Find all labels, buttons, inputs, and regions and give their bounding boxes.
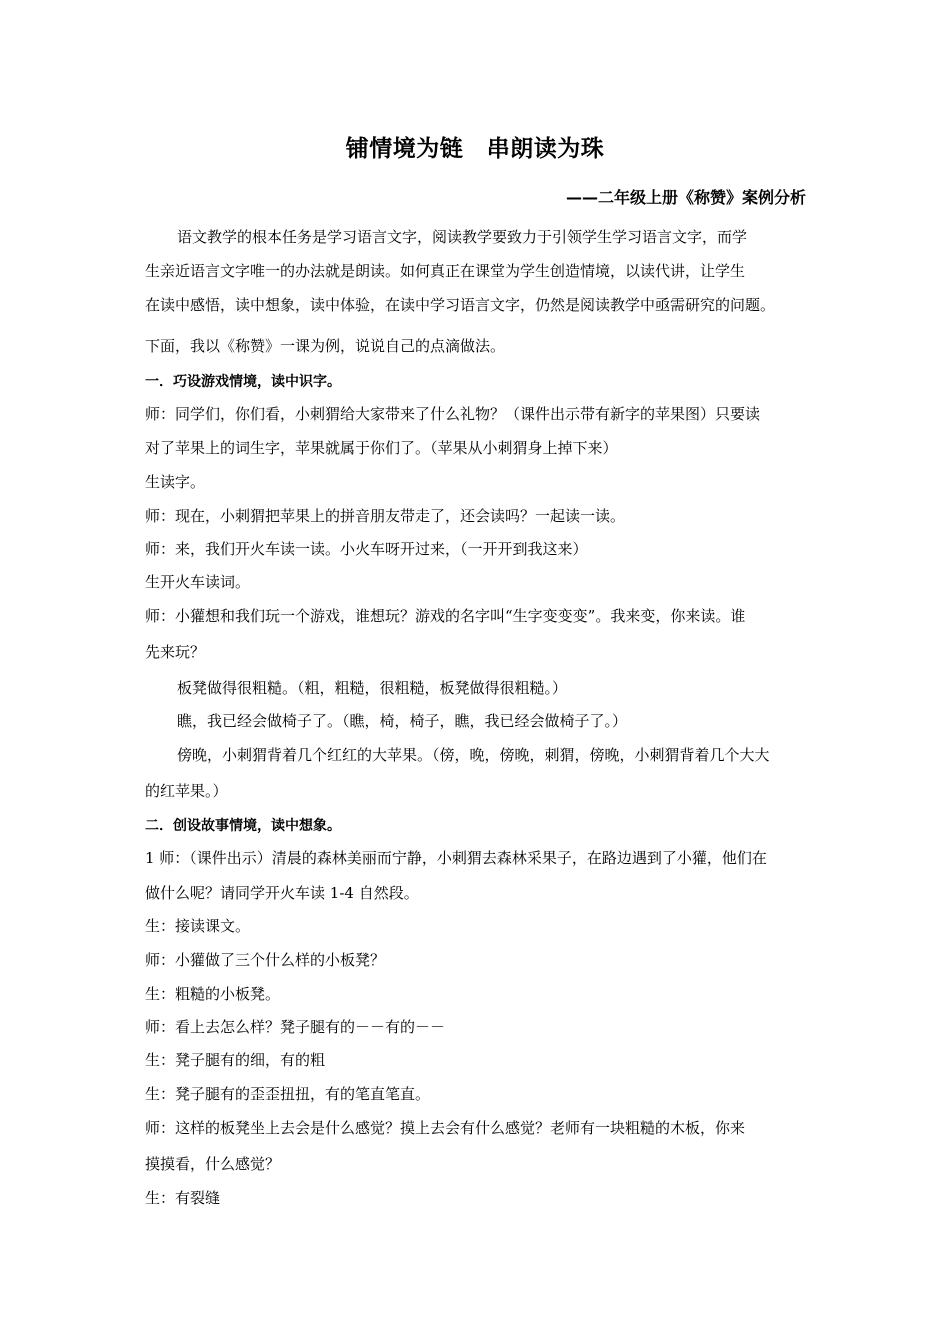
dialogue-line: 生：接读课文。 — [145, 917, 251, 935]
example-sentence: 傍晚，小刺猬背着几个红红的大苹果。（傍，晚，傍晚，刺猬，傍晚，小刺猬背着几个大大 — [177, 746, 770, 764]
example-sentence-continuation: 的红苹果。） — [145, 782, 228, 800]
dialogue-line: 生读字。 — [145, 473, 206, 491]
document-subtitle: ——二年级上册《称赞》案例分析 — [565, 188, 806, 207]
dialogue-line: 对了苹果上的词生字，苹果就属于你们了。（苹果从小刺猬身上掉下来） — [145, 439, 618, 457]
dialogue-line: 生：凳子腿有的歪歪扭扭，有的笔直笔直。 — [145, 1085, 431, 1103]
dialogue-line: 师：同学们，你们看，小刺猬给大家带来了什么礼物？（课件出示带有新字的苹果图）只要读 — [145, 405, 761, 423]
intro-paragraph-line: 在读中感悟，读中想象，读中体验，在读中学习语言文字，仍然是阅读教学中亟需研究的问题。 — [145, 296, 776, 314]
intro-paragraph-line: 语文教学的根本任务是学习语言文字，阅读教学要致力于引领学生学习语言文字，而学 — [177, 228, 748, 246]
example-sentence: 瞧，我已经会做椅子了。（瞧，椅，椅子，瞧，我已经会做椅子了。） — [177, 712, 628, 730]
section-heading: 一．巧设游戏情境，读中识字。 — [145, 374, 341, 390]
dialogue-line: 生：凳子腿有的细，有的粗 — [145, 1051, 326, 1069]
dialogue-line: 师：小獾想和我们玩一个游戏，谁想玩？游戏的名字叫“生字变变变”。我来变，你来读。谁 — [145, 607, 746, 625]
dialogue-line: 生：有裂缝 — [145, 1189, 221, 1207]
document-title: 铺情境为链 串朗读为珠 — [345, 136, 605, 162]
dialogue-line: 师：看上去怎么样？凳子腿有的－－有的－－ — [145, 1018, 446, 1036]
intro-paragraph-line: 下面，我以《称赞》一课为例，说说自己的点滴做法。 — [145, 337, 506, 355]
dialogue-line: 师：现在，小刺猬把苹果上的拼音朋友带走了，还会读吗？一起读一读。 — [145, 507, 626, 525]
dialogue-line: 生开火车读词。 — [145, 573, 251, 591]
example-sentence: 板凳做得很粗糙。（粗，粗糙，很粗糙，板凳做得很粗糙。） — [177, 679, 568, 697]
dialogue-line: 1 师：（课件出示）清晨的森林美丽而宁静，小刺猬去森林采果子，在路边遇到了小獾，他们在 — [145, 849, 767, 867]
dialogue-line: 师：来，我们开火车读一读。小火车呀开过来，（一开开到我这来） — [145, 540, 588, 558]
intro-paragraph-line: 生亲近语言文字唯一的办法就是朗读。如何真正在课堂为学生创造情境，以读代讲，让学生 — [145, 262, 746, 280]
dialogue-line: 师：这样的板凳坐上去会是什么感觉？摸上去会有什么感觉？老师有一块粗糙的木板，你来 — [145, 1119, 746, 1137]
section-heading: 二．创设故事情境，读中想象。 — [145, 818, 341, 834]
dialogue-line: 生：粗糙的小板凳。 — [145, 985, 281, 1003]
dialogue-line: 摸摸看，什么感觉？ — [145, 1155, 281, 1173]
dialogue-line: 做什么呢？请同学开火车读 1-4 自然段。 — [145, 884, 419, 902]
dialogue-line: 师：小獾做了三个什么样的小板凳？ — [145, 951, 386, 969]
dialogue-line: 先来玩？ — [145, 643, 206, 661]
